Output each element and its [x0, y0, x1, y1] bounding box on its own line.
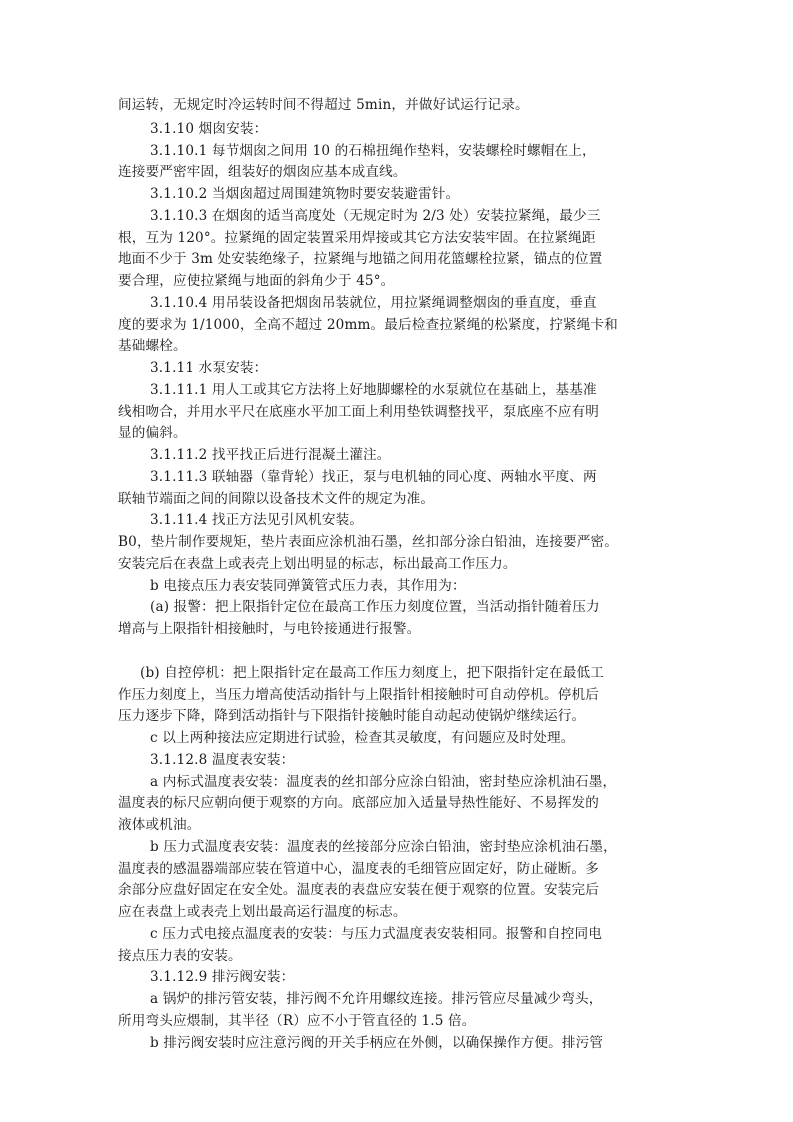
text-line: a 内标式温度表安装：温度表的丝扣部分应涂白铅油，密封垫应涂机油石墨，	[150, 774, 617, 790]
text-line: 3.1.10.4 用吊装设备把烟囱吊装就位，用拉紧绳调整烟囱的垂直度，垂直	[150, 295, 597, 311]
text-line: 线相吻合，并用水平尺在底座水平加工面上利用垫铁调整找平，泵底座不应有明	[118, 404, 600, 420]
text-line: 根，互为 120°。拉紧绳的固定装置采用焊接或其它方法安装牢固。在拉紧绳距	[118, 230, 596, 246]
section-heading: 3.1.12.8 温度表安装：	[150, 752, 295, 768]
text-line: 安装完后在表盘上或表壳上划出明显的标志，标出最高工作压力。	[118, 556, 517, 572]
text-line: b 排污阀安装时应注意污阀的开关手柄应在外侧，以确保操作方便。排污管	[150, 1035, 604, 1051]
text-line: 3.1.10.1 每节烟囱之间用 10 的石棉扭绳作垫料，安装螺栓时螺帽在上，	[150, 143, 596, 159]
text-line: 度的要求为 1/1000，全高不超过 20mm。最后检查拉紧绳的松紧度，拧紧绳卡和	[118, 317, 618, 333]
text-line: (a) 报警：把上限指针定位在最高工作压力刻度位置，当活动指针随着压力	[150, 599, 600, 615]
text-line: 应在表盘上或表壳上划出最高运行温度的标志。	[118, 904, 407, 920]
text-line: 接点压力表的安装。	[118, 948, 242, 964]
text-line: 间运转，无规定时冷运转时间不得超过 5min，并做好试运行记录。	[118, 97, 529, 113]
text-line: 3.1.11.1 用人工或其它方法将上好地脚螺栓的水泵就位在基础上，基基准	[150, 382, 597, 398]
section-heading: 3.1.12.9 排污阀安装：	[150, 969, 295, 985]
text-line: 地面不少于 3m 处安装绝缘子，拉紧绳与地锚之间用花篮螺栓拉紧，锚点的位置	[118, 251, 603, 267]
text-line: 3.1.11.3 联轴器（靠背轮）找正，泵与电机轴的同心度、两轴水平度、两	[150, 469, 597, 485]
text-line: 联轴节端面之间的间隙以设备技术文件的规定为准。	[118, 491, 435, 507]
text-line: b 压力式温度表安装：温度表的丝接部分应涂白铅油，密封垫应涂机油石墨，	[150, 839, 617, 855]
text-line: b 电接点压力表安装同弹簧管式压力表，其作用为：	[150, 578, 466, 594]
text-line: 3.1.11.4 找正方法见引风机安装。	[150, 512, 364, 528]
text-line: 连接要严密牢固，组装好的烟囱应基本成直线。	[118, 164, 407, 180]
text-line: B0，垫片制作要规矩，垫片表面应涂机油石墨，丝扣部分涂白铅油，连接要严密。	[118, 534, 618, 550]
text-line: 显的偏斜。	[118, 425, 187, 441]
text-line: 要合理，应使拉紧绳与地面的斜角少于 45°。	[118, 273, 395, 289]
text-line: 3.1.10.3 在烟囱的适当高度处（无规定时为 2/3 处）安装拉紧绳，最少三	[150, 208, 601, 224]
text-line: 温度表的标尺应朝向便于观察的方向。底部应加入适量导热性能好、不易挥发的	[118, 795, 600, 811]
section-heading: 3.1.10 烟囱安装：	[150, 121, 268, 137]
text-line: c 以上两种接法应定期进行试验，检查其灵敏度，有问题应及时处理。	[150, 730, 575, 746]
text-line: 作压力刻度上，当压力增高使活动指针与上限指针相接触时可自动停机。停机后	[118, 687, 600, 703]
text-line: 3.1.10.2 当烟囱超过周围建筑物时要安装避雷针。	[150, 186, 460, 202]
text-line: 基础螺栓。	[118, 338, 187, 354]
text-line: 压力逐步下降，降到活动指针与下限指针接触时能自动起动使锅炉继续运行。	[118, 708, 586, 724]
section-heading: 3.1.11 水泵安装：	[150, 360, 268, 376]
text-line: 3.1.11.2 找平找正后进行混凝土灌注。	[150, 447, 391, 463]
text-line: 温度表的感温器端部应装在管道中心，温度表的毛细管应固定好，防止碰断。多	[118, 861, 600, 877]
text-line: a 锅炉的排污管安装，排污阀不允许用螺纹连接。排污管应尽量减少弯头，	[150, 991, 603, 1007]
text-line: 所用弯头应煨制，其半径（R）应不小于管直径的 1.5 倍。	[118, 1013, 476, 1029]
text-line: 液体或机油。	[118, 817, 201, 833]
text-line: (b) 自控停机：把上限指针定在最高工作压力刻度上，把下限指针定在最低工	[140, 665, 605, 681]
text-line: 增高与上限指针相接触时，与电铃接通进行报警。	[118, 621, 421, 637]
text-line: c 压力式电接点温度表的安装：与压力式温度表安装相同。报警和自控同电	[150, 926, 603, 942]
text-line: 余部分应盘好固定在安全处。温度表的表盘应安装在便于观察的位置。安装完后	[118, 882, 600, 898]
